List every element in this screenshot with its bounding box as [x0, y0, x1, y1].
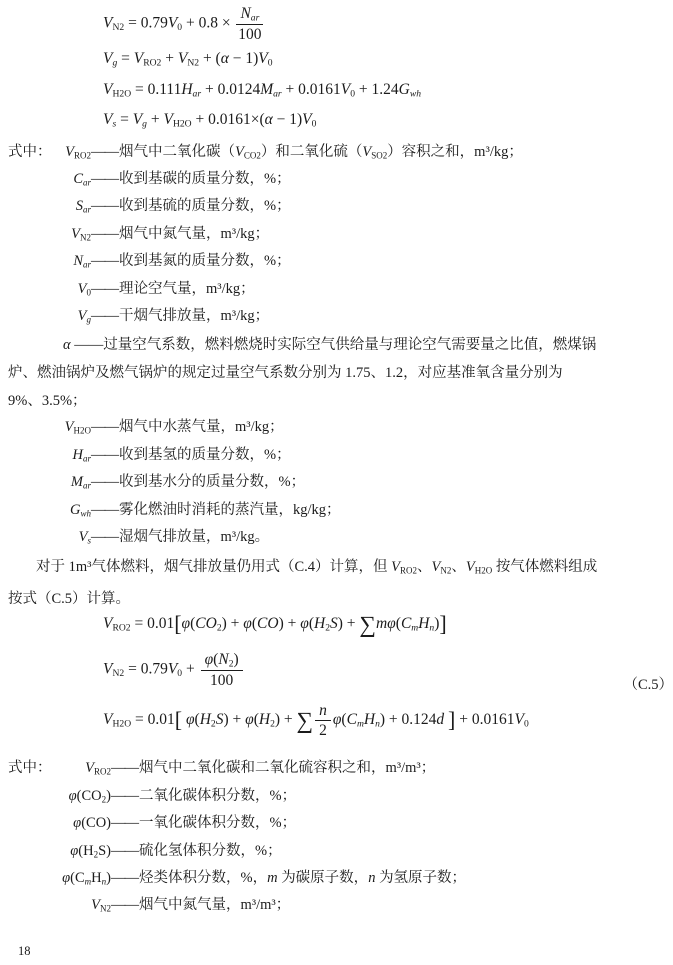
- def-description: 收到基水分的质量分数，%；: [119, 474, 306, 491]
- def-description: 烟气中二氧化碳（VCO2）和二氧化硫（VSO2）容积之和，m³/kg；: [119, 143, 523, 161]
- definition-row: [8, 140, 600, 167]
- formula-vn2-gas: VN2 = 0.79V0 + $\frac{\varphi(N2)}{100}$: [103, 650, 600, 690]
- def-dash: ——: [91, 501, 118, 518]
- def-description: 理论空气量，m³/kg；: [119, 280, 255, 297]
- def-description: 烃类体积分数，%，m 为碳原子数，n 为氢原子数；: [139, 869, 467, 886]
- def-symbol: φ(H2S): [70, 842, 111, 860]
- equation-label-c5: （C.5）: [623, 676, 673, 693]
- def-description: 一氧化碳体积分数，%；: [139, 815, 297, 832]
- formula-vn2: VN2 = 0.79V0 + 0.8 × $\frac{\text{Nar}}{100}$: [103, 5, 262, 43]
- def-dash: ——: [74, 337, 104, 354]
- def-dash: ——: [111, 760, 138, 777]
- formula-vs: Vs = Vg + VH2O + 0.0161×(α − 1)V0: [103, 110, 317, 130]
- def-symbol: Vg: [77, 307, 91, 325]
- formula-block-c5: [103, 610, 673, 740]
- def-description: 烟气中氮气量，m³/m³；: [139, 897, 291, 914]
- def-symbol: φ(CO2): [68, 787, 111, 805]
- formula-vh2o: VH2O = 0.111Har + 0.0124Mar + 0.0161V0 + 1.24Gwh: [103, 81, 422, 100]
- def-description: 收到基硫的质量分数，%；: [119, 198, 291, 215]
- definition-row: [8, 194, 600, 221]
- def-description: 烟气中氮气量，m³/kg；: [119, 225, 270, 242]
- definition-row: [8, 893, 600, 920]
- def-symbol-alpha: α: [63, 337, 71, 354]
- def-symbol: VN2: [91, 897, 111, 914]
- def-description: 过量空气系数，燃料燃烧时实际空气供给量与理论空气需要量之比值，燃煤锅炉、燃油锅炉及燃气锅炉的规定过量空气系数分别为 1.75、1.2，对应基准氧含量分别为 9%、3.5%；: [8, 337, 597, 410]
- definition-row: [8, 249, 600, 276]
- def-symbol: Car: [73, 171, 91, 188]
- definition-row: [8, 167, 600, 194]
- def-symbol: Vs: [78, 528, 91, 546]
- def-description: 烟气中二氧化碳和二氧化硫容积之和，m³/m³；: [139, 760, 436, 777]
- definition-row: [8, 222, 600, 249]
- def-symbol: Har: [72, 446, 91, 464]
- def-description: 雾化燃油时消耗的蒸汽量，kg/kg；: [119, 501, 341, 518]
- def-symbol: VN2: [71, 225, 91, 243]
- definition-row: [8, 866, 600, 893]
- def-symbol: φ(CO): [73, 815, 111, 832]
- def-lead-label: 式中：: [8, 760, 52, 777]
- def-description: 烟气中水蒸气量，m³/kg；: [119, 419, 284, 436]
- def-dash: ——: [111, 897, 138, 914]
- definition-row: [8, 470, 600, 497]
- definition-row: [8, 304, 600, 331]
- definition-row: [8, 756, 600, 783]
- formula-vg: Vg = VRO2 + VN2 + (α − 1)V0: [103, 49, 273, 69]
- def-dash: ——: [91, 280, 118, 297]
- def-description: 湿烟气排放量，m³/kg。: [119, 528, 270, 545]
- def-description: 硫化氢体积分数，%；: [139, 842, 282, 859]
- alpha-definition-paragraph: [8, 331, 600, 415]
- def-dash: ——: [111, 787, 138, 804]
- def-description: 收到基氮的质量分数，%；: [119, 253, 291, 270]
- def-lead-label: 式中：: [8, 143, 52, 160]
- def-dash: ——: [91, 307, 118, 324]
- def-symbol: Mar: [70, 474, 91, 491]
- def-dash: ——: [91, 253, 118, 270]
- def-dash: ——: [91, 225, 118, 242]
- definition-row: [8, 811, 600, 838]
- def-description: 收到基碳的质量分数，%；: [119, 171, 291, 187]
- def-symbol: V0: [77, 280, 91, 298]
- def-symbol: Sar: [75, 198, 91, 215]
- page-number: 18: [18, 943, 31, 958]
- def-description: 收到基氢的质量分数，%；: [119, 446, 291, 463]
- def-symbol: Gwh: [70, 501, 91, 519]
- def-description: 二氧化碳体积分数，%；: [139, 787, 297, 804]
- gas-fuel-paragraph: 对于 1m³气体燃料，烟气排放量仍用式（C.4）计算，但 VRO2、VN2、VH2O 按气体燃料组成按式（C.5）计算。: [8, 559, 598, 607]
- def-dash: ——: [91, 419, 118, 436]
- def-symbol: VRO2: [85, 760, 111, 777]
- def-dash: ——: [91, 446, 118, 463]
- definition-row: [8, 277, 600, 304]
- def-dash: ——: [111, 842, 138, 859]
- definition-row: [8, 839, 600, 866]
- definition-row: [8, 443, 600, 470]
- formula-vro2-gas: VRO2 = 0.01[φ(CO2) + φ(CO) + φ(H2S) + ∑mφ(CmHn)]: [103, 610, 447, 638]
- definition-row: [8, 525, 600, 552]
- def-symbol: φ(CmHn): [62, 869, 111, 887]
- def-symbol: VH2O: [64, 419, 91, 436]
- definitions-list-c4: [8, 140, 600, 553]
- definition-row: [8, 415, 600, 442]
- definition-row: [8, 784, 600, 811]
- def-dash: ——: [111, 869, 138, 886]
- def-symbol: VRO2: [65, 143, 91, 161]
- formula-block-c4: [103, 4, 600, 130]
- definitions-list-c5: [8, 756, 600, 920]
- def-dash: ——: [91, 143, 118, 160]
- def-dash: ——: [91, 171, 118, 187]
- def-dash: ——: [91, 528, 118, 545]
- formula-vh2o-gas: VH2O = 0.01[ φ(H2S) + φ(H2) + ∑ $\frac{n}{2}$ φ(CmHn) + 0.124d ] + 0.0161V0: [103, 701, 529, 739]
- def-description: 干烟气排放量，m³/kg；: [119, 307, 270, 324]
- def-dash: ——: [91, 474, 118, 491]
- definition-row: [8, 498, 600, 525]
- def-dash: ——: [111, 815, 138, 832]
- def-dash: ——: [91, 198, 118, 215]
- def-symbol: Nar: [73, 253, 91, 270]
